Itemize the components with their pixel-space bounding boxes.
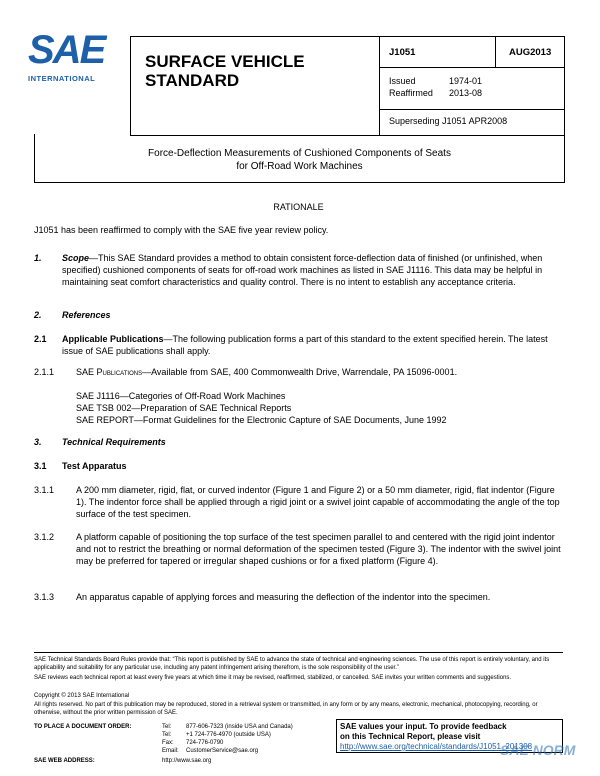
- document-type-line2: STANDARD: [145, 71, 240, 90]
- sae-logo: [28, 30, 125, 100]
- tel1-label: Tel:: [162, 724, 172, 730]
- logo-mark: SAE: [28, 28, 105, 72]
- tel2-value: +1 724-776-4970 (outside USA): [186, 732, 271, 738]
- reaffirmed-row: Reaffirmed 2013-08: [389, 88, 483, 98]
- reference-list: [76, 390, 563, 426]
- document-title-line2: for Off-Road Work Machines: [236, 161, 363, 172]
- feedback-line1: SAE values your input. To provide feedback: [340, 722, 507, 731]
- email-label: Email:: [162, 748, 179, 754]
- fax-label: Fax:: [162, 740, 174, 746]
- order-label: TO PLACE A DOCUMENT ORDER:: [34, 724, 132, 730]
- section-1-number: 1.: [34, 253, 42, 263]
- document-type-line1: SURFACE VEHICLE: [145, 52, 305, 71]
- document-number: J1051: [389, 47, 416, 58]
- section-3-1-2-text: A platform capable of positioning the top surface of the test specimen parallel to and centered with the rigid joint indentor and not to restrict the breathing or normal deformation of the specimen tested (Figure 3). The indentor with the swivel joint may be preferred for tapered or irregular shaped cushions or for a fixed platform (Figure 4).: [76, 532, 561, 566]
- fax-value: 724-776-0790: [186, 740, 224, 746]
- web-address-link[interactable]: http://www.sae.org: [162, 758, 212, 764]
- footer-copyright: Copyright © 2013 SAE International: [34, 693, 130, 699]
- section-3-1-number: 3.1: [34, 461, 47, 471]
- section-1-scope: [62, 252, 563, 288]
- tel2-label: Tel:: [162, 732, 172, 738]
- section-2-1-1-number: 2.1.1: [34, 367, 55, 377]
- reference-item: SAE REPORT—Format Guidelines for the Electronic Capture of SAE Documents, June 1992: [76, 415, 447, 425]
- reference-item: SAE TSB 002—Preparation of SAE Technical Reports: [76, 403, 292, 413]
- section-2-1-text: —The following publication forms a part of this standard to the extent specified herein. The latest issue of SAE publications shall apply.: [62, 334, 548, 356]
- section-2-number: 2.: [34, 310, 42, 320]
- section-3-1-3-number: 3.1.3: [34, 592, 55, 602]
- tel1-value: 877-606-7323 (inside USA and Canada): [186, 724, 293, 730]
- document-type: [145, 52, 305, 90]
- section-3-number: 3.: [34, 437, 42, 447]
- section-1-text: —This SAE Standard provides a method to obtain consistent force-deflection data of finished (or unfinished, when specified) cushioned components of seats for off-road work machines as listed in SAE J1116. This data may be helpful in maintaining seat comfort characteristics and quality control. There is no intent to establish any acceptance criteria.: [62, 253, 543, 287]
- reference-item: SAE J1116—Categories of Off-Road Work Machines: [76, 391, 286, 401]
- section-2-1-1-text: —Available from SAE, 400 Commonwealth Drive, Warrendale, PA 15096-0001.: [142, 367, 458, 377]
- feedback-link[interactable]: http://www.sae.org/technical/standards/J1051_201308: [340, 742, 533, 751]
- web-label: SAE WEB ADDRESS:: [34, 758, 95, 764]
- document-date: AUG2013: [509, 47, 552, 58]
- document-title-line1: Force-Deflection Measurements of Cushioned Components of Seats: [148, 148, 451, 159]
- section-2-1-title: Applicable Publications: [62, 334, 164, 344]
- section-3-1-1-text: A 200 mm diameter, rigid, flat, or curved indentor (Figure 1 and Figure 2) or a 50 mm diameter, rigid, flat indentor (Figure 1). The indentor force shall be applied through a rigid joint or a swivel joint capable of accommodating the angle of the top surface of the test specimen.: [76, 485, 560, 519]
- section-3-1-title: Test Apparatus: [62, 461, 127, 471]
- section-2-1: [62, 333, 563, 357]
- logo-subtitle: INTERNATIONAL: [28, 74, 96, 83]
- section-3-1-3-text: An apparatus capable of applying forces and measuring the deflection of the indentor into the specimen.: [76, 592, 491, 602]
- rationale-heading: RATIONALE: [273, 202, 324, 212]
- watermark: SAE NORM: [500, 742, 576, 758]
- superseding-note: Superseding J1051 APR2008: [389, 116, 508, 126]
- section-3-1-1-number: 3.1.1: [34, 485, 55, 495]
- footer-rule: [34, 652, 563, 653]
- section-1-title: Scope: [62, 253, 90, 263]
- section-2-1-1-lead: SAE Publications: [76, 367, 143, 377]
- footer-review-note: SAE reviews each technical report at least every five years at which time it may be revised, reaffirmed, stabilized, or cancelled. SAE invites your written comments and suggestions.: [34, 675, 512, 681]
- footer-disclaimer: SAE Technical Standards Board Rules provide that: “This report is published by SAE to advance the state of technical and engineering sciences. The use of this report is entirely voluntary, and its applicability and suitability for any particular use, including any patent infringement arising therefrom, is the sole responsibility of the user.”: [34, 657, 550, 671]
- email-value[interactable]: CustomerService@sae.org: [186, 748, 259, 754]
- footer-rights: All rights reserved. No part of this publication may be reproduced, stored in a retrieval system or transmitted, in any form or by any means, electronic, mechanical, photocopying, recording, or otherwise, without the prior written permission of SAE.: [34, 702, 538, 716]
- section-2-title: References: [62, 310, 111, 320]
- feedback-line2: on this Technical Report, please visit: [340, 732, 481, 741]
- section-3-title: Technical Requirements: [62, 437, 166, 447]
- section-3-1-2-number: 3.1.2: [34, 532, 55, 542]
- document-title-box: [34, 134, 565, 183]
- section-2-1-1: [76, 366, 563, 378]
- section-2-1-number: 2.1: [34, 334, 47, 344]
- document-header: [130, 36, 565, 136]
- issued-row: Issued 1974-01: [389, 76, 483, 86]
- rationale-text: J1051 has been reaffirmed to comply with the SAE five year review policy.: [34, 225, 329, 235]
